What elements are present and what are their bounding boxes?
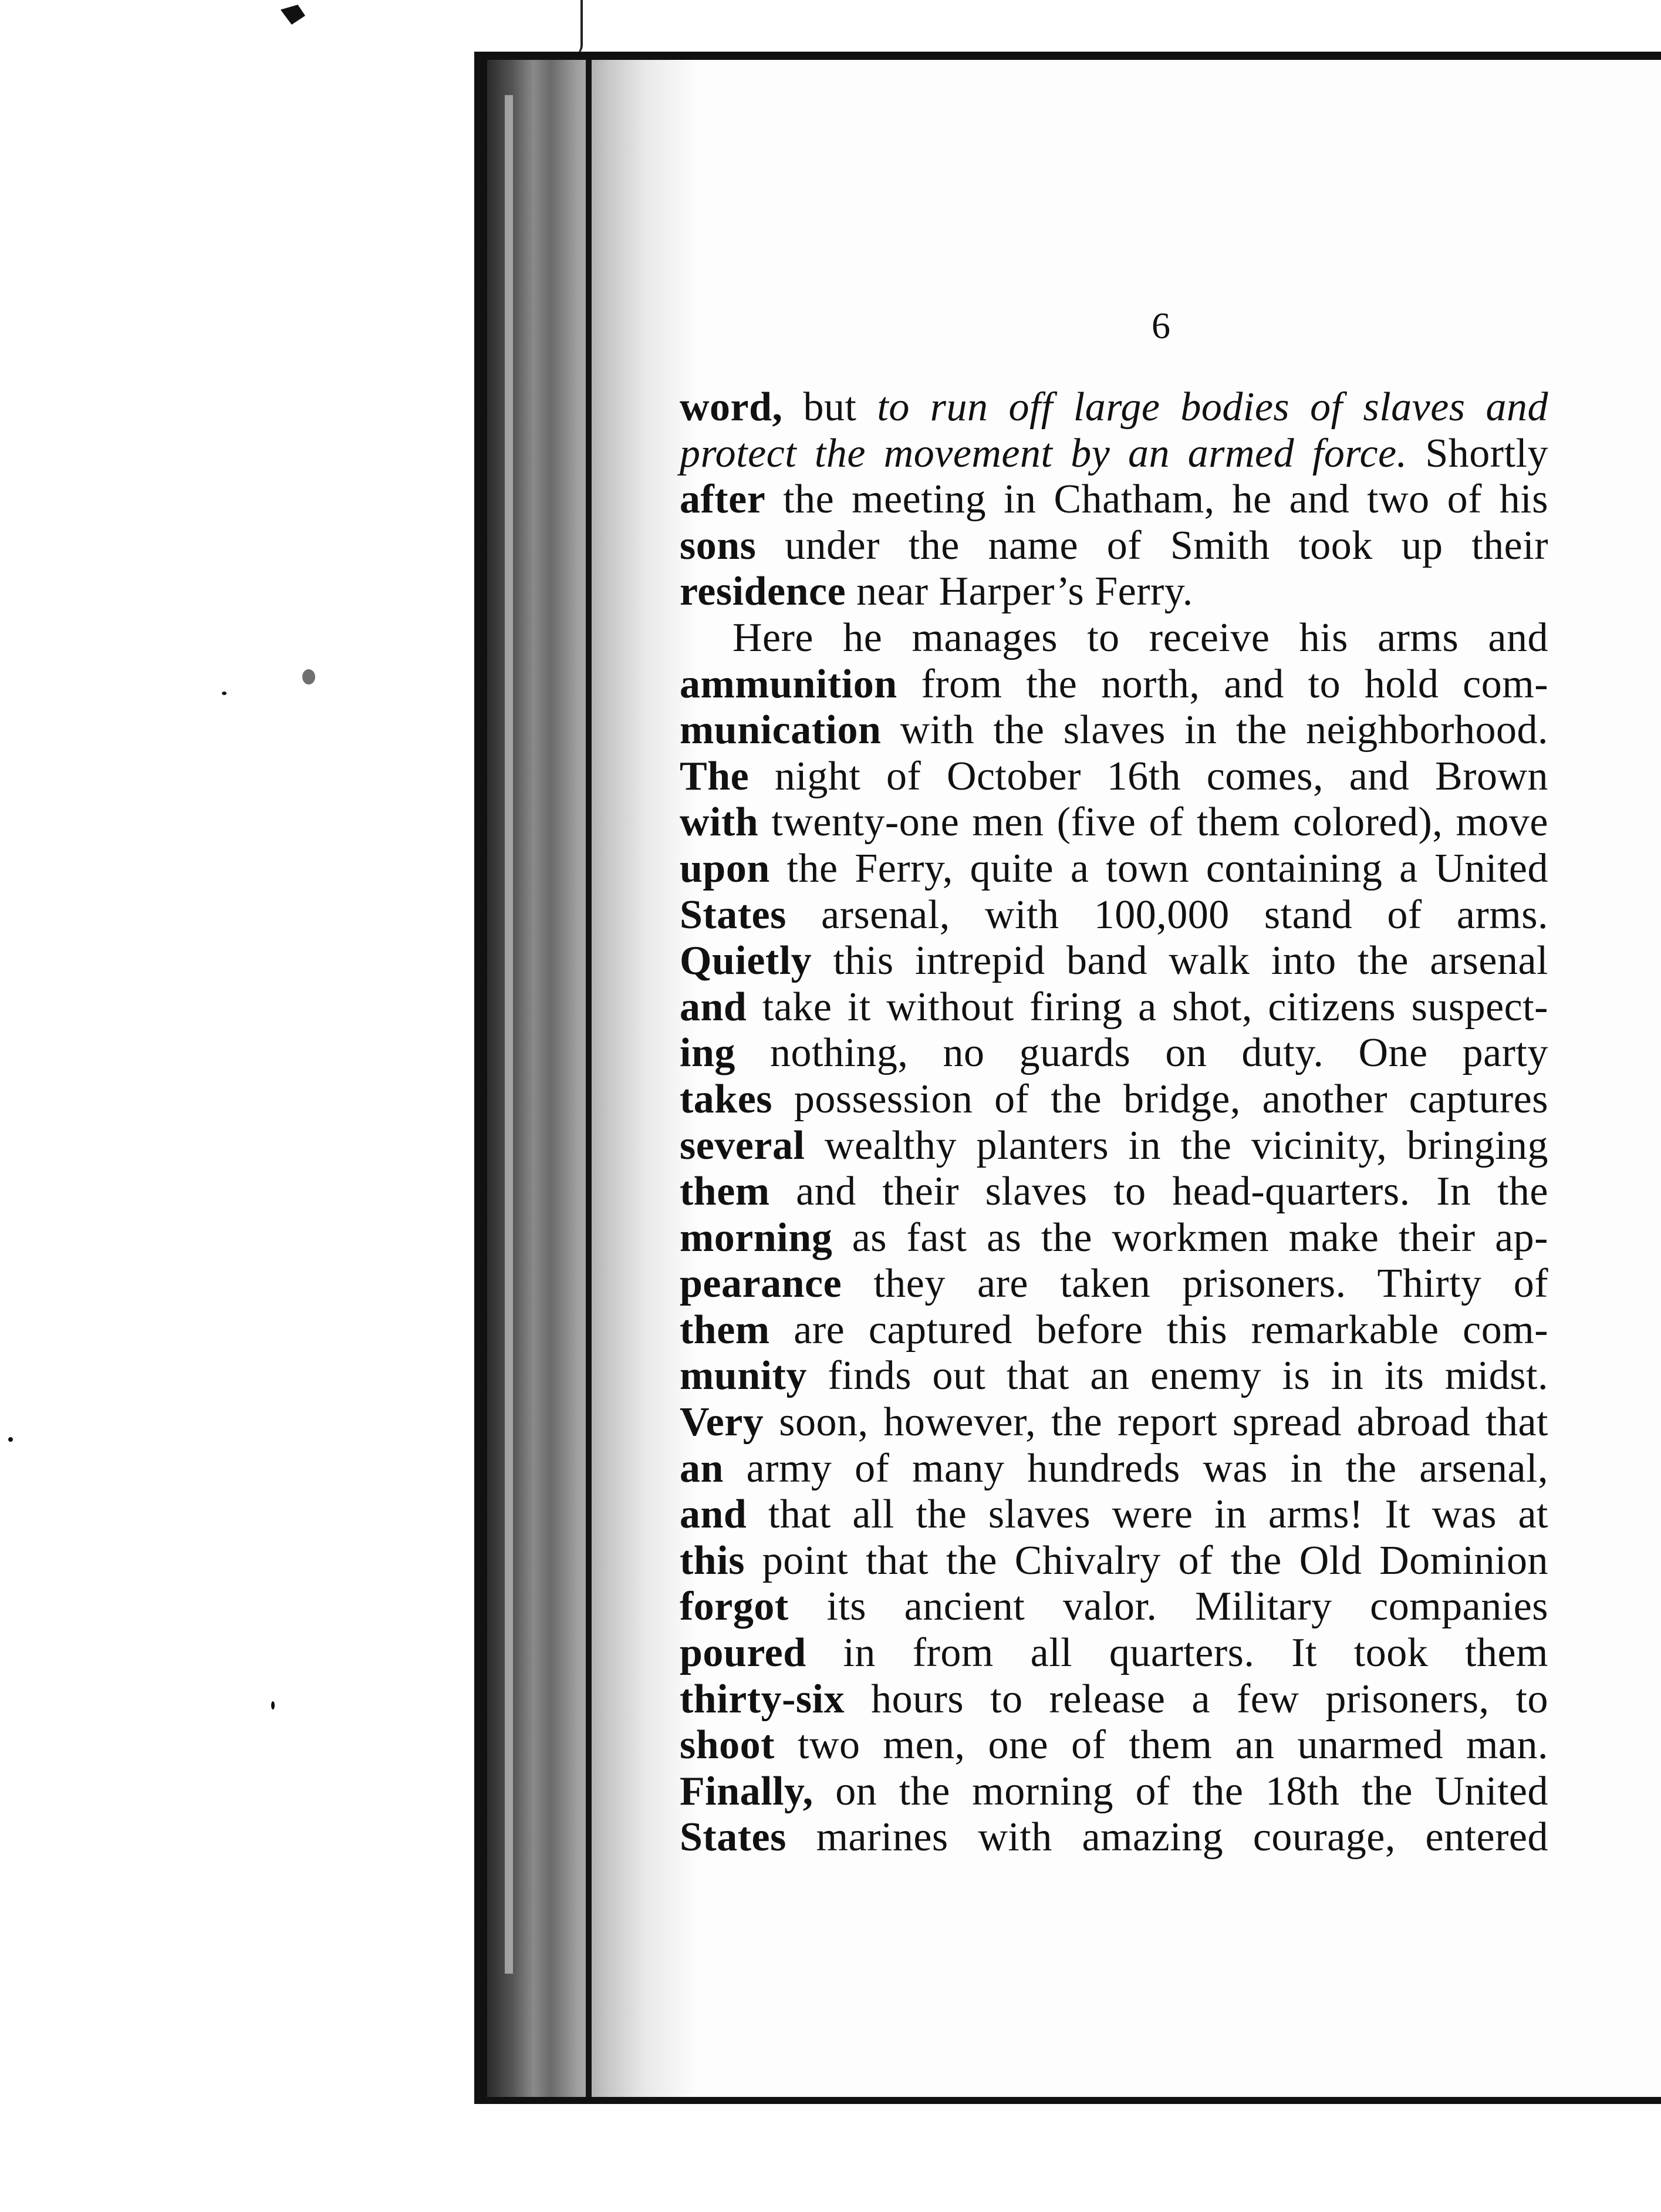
text-segment-lead: and [680, 1492, 747, 1537]
text-line [680, 1677, 1548, 1723]
text-segment-pre: point that the Chivalry of the Old Dominion [744, 1537, 1548, 1583]
gutter-rule [586, 60, 592, 2097]
text-segment-lead: upon [680, 845, 770, 891]
text-segment-lead: with [680, 800, 759, 845]
text-segment-pre: the meeting in Chatham, he and two of his [765, 477, 1548, 522]
text-line [680, 662, 1548, 708]
text-segment-lead: ammunition [680, 661, 897, 707]
text-segment-pre: finds out that an enemy is in its midst. [806, 1353, 1548, 1399]
text-segment-pre: with the slaves in the neighborhood. [881, 707, 1548, 753]
text-segment-lead: sons [680, 522, 757, 568]
text-line [680, 477, 1548, 523]
text-segment-lead: and [680, 984, 747, 1030]
text-segment-pre: wealthy planters in the vicinity, bringing [805, 1122, 1548, 1168]
text-line [680, 1077, 1548, 1123]
paragraph-lines [680, 385, 1548, 1861]
text-segment-lead: The [680, 753, 750, 799]
text-segment-lead: several [680, 1122, 805, 1168]
text-line [680, 984, 1548, 1031]
body-text [680, 302, 1548, 1861]
text-line [680, 754, 1548, 800]
text-segment-pre: possession of the bridge, another captures [772, 1076, 1548, 1122]
text-segment-pre: they are taken prisoners. Thirty of [842, 1261, 1548, 1307]
text-segment-pre: on the morning of the 18th the United [813, 1768, 1548, 1814]
text-line [680, 1538, 1548, 1584]
text-segment-pre: from the north, and to hold com- [897, 661, 1548, 707]
text-segment-pre: its ancient valor. Military companies [788, 1584, 1548, 1630]
text-segment-pre: twenty-one men (five of them colored), move [758, 800, 1548, 845]
text-segment-lead: thirty-six [680, 1676, 845, 1722]
text-line [680, 1446, 1548, 1492]
text-segment-pre: marines with amazing courage, entered [786, 1815, 1548, 1860]
text-segment-lead: Very [680, 1400, 764, 1445]
text-segment-lead: States [680, 892, 786, 938]
text-line [680, 615, 1548, 662]
text-line [680, 1215, 1548, 1262]
ink-speck [271, 1701, 275, 1709]
text-segment-lead: them [680, 1307, 770, 1353]
text-segment-pre: hours to release a few prisoners, to [845, 1676, 1548, 1722]
text-segment-lead: residence [680, 569, 846, 615]
text-line [680, 1769, 1548, 1815]
text-segment-pre: army of many hundreds was in the arsenal, [723, 1445, 1548, 1491]
text-segment-pre: as fast as the workmen make their ap- [832, 1215, 1548, 1260]
text-segment-lead: word, [680, 385, 783, 430]
ink-speck [222, 692, 227, 695]
text-segment-lead: them [680, 1169, 770, 1215]
text-line [680, 1353, 1548, 1400]
text-line [680, 846, 1548, 892]
text-line [680, 1630, 1548, 1677]
text-segment-lead: forgot [680, 1584, 789, 1630]
text-segment-lead: Quietly [680, 938, 812, 984]
text-segment-em: protect the movement by an armed force. [680, 430, 1407, 476]
text-line [680, 1261, 1548, 1307]
text-segment-lead: ing [680, 1030, 735, 1076]
text-line [680, 892, 1548, 939]
text-line [680, 1030, 1548, 1077]
text-segment-pre: are captured before this remarkable com- [769, 1307, 1548, 1353]
text-segment-pre: Here he manages to receive his arms and [732, 615, 1548, 660]
text-segment-pre: nothing, no guards on duty. One party [735, 1030, 1548, 1076]
text-line [680, 1123, 1548, 1169]
text-segment-lead: poured [680, 1630, 806, 1676]
text-line [680, 523, 1548, 569]
text-segment-pre: but [782, 385, 877, 430]
text-line [680, 938, 1548, 984]
ink-speck [8, 1437, 13, 1442]
text-line [680, 385, 1548, 431]
text-segment-lead: an [680, 1445, 724, 1491]
text-segment-pre: that all the slaves were in arms! It was at [747, 1492, 1548, 1537]
text-line [680, 1169, 1548, 1215]
text-segment-pre: soon, however, the report spread abroad that [764, 1400, 1548, 1445]
text-segment-pre: under the name of Smith took up their [756, 522, 1548, 568]
text-line [680, 1815, 1548, 1861]
text-segment-pre: in from all quarters. It took them [806, 1630, 1548, 1676]
text-segment-lead: after [680, 477, 766, 522]
text-line [680, 1492, 1548, 1538]
page-number: 6 [1152, 305, 1170, 346]
ink-speck [302, 669, 315, 684]
text-segment-lead: takes [680, 1076, 773, 1122]
text-segment-pre: and their slaves to head-quarters. In the [769, 1169, 1548, 1215]
text-line [680, 569, 1548, 615]
text-line [680, 1400, 1548, 1446]
text-line [680, 1307, 1548, 1354]
page-gutter-shadow [487, 60, 698, 2097]
text-segment-lead: States [680, 1815, 786, 1860]
text-segment-lead: munity [680, 1353, 807, 1399]
text-segment-lead: this [680, 1537, 745, 1583]
text-segment-pre: two men, one of them an unarmed man. [774, 1722, 1548, 1768]
text-segment-pre: this intrepid band walk into the arsenal [812, 938, 1548, 984]
text-line [680, 1584, 1548, 1630]
text-line [680, 1722, 1548, 1769]
text-line [680, 431, 1548, 477]
text-segment-em: to run off large bodies of slaves and [877, 385, 1548, 430]
text-line [680, 800, 1548, 846]
corner-ink-mark [281, 5, 305, 25]
gutter-highlight [505, 95, 513, 1974]
text-segment-lead: pearance [680, 1261, 842, 1307]
text-segment-pre: take it without firing a shot, citizens suspect- [747, 984, 1548, 1030]
text-segment-lead: shoot [680, 1722, 775, 1768]
text-segment-post: Shortly [1407, 430, 1548, 476]
text-segment-pre: the Ferry, quite a town containing a United [769, 845, 1548, 891]
text-segment-lead: munication [680, 707, 882, 753]
text-line [680, 707, 1548, 754]
text-segment-pre: night of October 16th comes, and Brown [749, 753, 1548, 799]
text-segment-lead: morning [680, 1215, 833, 1260]
text-segment-pre: arsenal, with 100,000 stand of arms. [786, 892, 1548, 938]
text-segment-lead: Finally, [680, 1768, 813, 1814]
text-segment-pre: near Harper’s Ferry. [846, 569, 1193, 615]
stray-ink-line [572, 0, 583, 56]
